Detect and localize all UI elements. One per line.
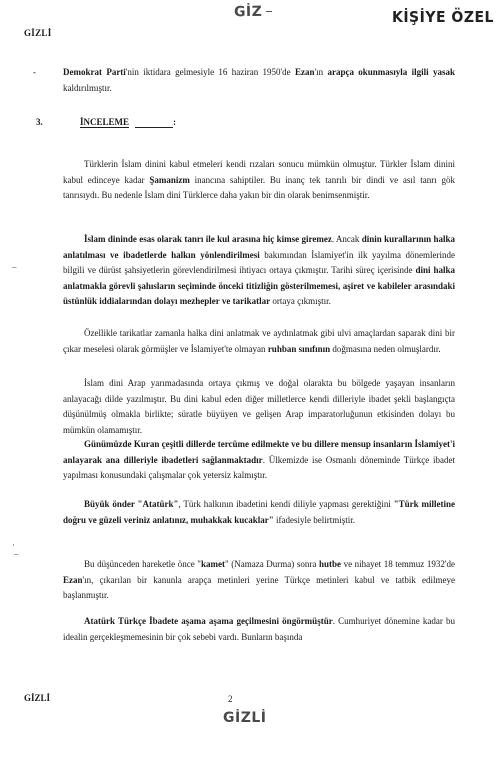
bold-text-run: ruhban sınıfının (267, 343, 331, 354)
body-paragraph (63, 557, 455, 604)
body-paragraph (63, 232, 455, 310)
section-colon: : (173, 117, 176, 127)
text-run: 'ın, çıkarılan bir kanunla arapça metinleri yerine Türkçe metinleri kabul ve tatbik edilmeye başlanmıştır. (63, 574, 455, 600)
stamp-top-mark (266, 11, 272, 12)
stamp-personal: KİŞİYE ÖZEL (392, 9, 494, 27)
margin-mark: – (12, 262, 17, 272)
body-paragraph (63, 376, 455, 438)
text-run: . Ülkemizde ise Osmanlı döneminde Türkçe ibadet yapılması konusundaki çalışmalar çok yetersiz kalmıştır. (63, 454, 455, 480)
section-title-underline (135, 127, 173, 128)
margin-mark: – (14, 549, 19, 559)
text-run: 'nin iktidara gelmesiyle 16 haziran 1950'de (125, 67, 295, 77)
margin-mark: · (12, 540, 15, 550)
text-run: İslam dini Arap yarımadasında ortaya çıkmış ve doğal olarakta bu bölgede yaşayan insanların anlayacağı dilde yazılmıştır. Bu dini kabul eden diğer milletlerce kendi dilleriyle ibadet şekli başlangıçta düşünülmüş olmakla birlikte; süratle büyüyen ve gelişen Arap imparatorluğunun etkisinden dolayı bu mümkün olamamıştır. (63, 378, 455, 435)
text-run: ve nihayet 18 temmuz 1932'de (340, 559, 456, 569)
bold-text-run: Büyük önder "Atatürk" (84, 499, 179, 509)
text-run: Bu düşünceden hareketle önce " (84, 559, 201, 569)
bold-text-run: Günümüzde Kuran çeşitli dillerde tercüme edilmekte ve bu dillere mensup insanların İslamiyet'i anlayarak ana dilleriyle ibadetleri sağlanmaktadır (63, 439, 455, 465)
bold-text-run: Şamanizm (149, 174, 190, 185)
text-run: bakımından İslamiyet'in ilk yayılma dönemlerinde bilgili ve dürüst şahsiyetlerin görevlendirilmesi ihtiyacı ortaya çıkmıştır. Tarihi süreç içerisinde (63, 249, 456, 275)
bold-text-run: kamet (200, 559, 225, 569)
bold-text-run: dini halka anlatmakla görevli şahısların seçiminde önceki titizliğin gösterilmemesi, aşiret ve kabileler arasındaki üstünlük iddialarından dolayı mezhepler ve tarikatlar (63, 265, 455, 306)
bold-text-run: dinin kurallarının halka anlatılması ve ibadetlerde halkın yönlendirilmesi (63, 234, 455, 260)
text-run: " (Namaza Durma) sonra (224, 559, 319, 569)
text-run: . Cumhuriyet dönemine kadar bu idealin gerçekleşmemesinin bir çok sebebi vardı. Bunların başında (63, 616, 456, 642)
bold-text-run: Ezan (63, 574, 83, 585)
bold-text-run: Demokrat Parti (63, 67, 126, 77)
text-run: ortaya çıkmıştır. (270, 296, 331, 306)
bold-text-run: İslam dininde esas olarak tanrı ile kul arasına hiç kimse giremez (84, 234, 332, 244)
intro-paragraph (33, 65, 455, 96)
bold-text-run: hutbe (318, 559, 341, 569)
stamp-bottom: GİZLİ (223, 710, 267, 726)
section-title: İNCELEME (80, 117, 130, 127)
body-paragraph (63, 497, 455, 528)
stamp-top: GİZ (233, 3, 263, 21)
text-run: Özellikle tarikatlar zamanla halka dini anlatmak ve aydınlatmak gibi ulvi amaçlardan saparak dini bir çıkar meselesi olarak görmüşler ve İslamiyet'te olmayan (63, 328, 455, 354)
bold-text-run: Atatürk Türkçe İbadete aşama aşama geçilmesini öngörmüştür (84, 616, 333, 626)
text-run: inancına sahiptiler. Bu inanç tek tanrılı bir dindi ve asıl tanrı gök tanrısıydı. Bu nedenle İslam dini Türklerce daha yakın bir din olarak benimsenmiştir. (63, 174, 455, 200)
body-paragraph (63, 437, 455, 484)
text-run: , Türk halkının ibadetini kendi diliyle yapması gerektiğini (178, 499, 394, 509)
body-paragraph (63, 326, 455, 357)
section-number: 3. (36, 117, 43, 127)
text-run: doğmasına neden olmuşlardır. (330, 343, 441, 354)
text-run: 'ın (314, 67, 328, 77)
text-run: ifadesiyle belirtmiştir. (273, 514, 356, 525)
text-run: Türklerin İslam dinini kabul etmeleri kendi rızaları sonucu mümkün olmuştur. Türkler İslam dinini kabul edinceye kadar (63, 159, 455, 185)
footer-classification: GİZLİ (24, 693, 51, 703)
bold-text-run: Ezan (295, 67, 315, 77)
intro-bullet: - (33, 67, 36, 77)
body-paragraph (63, 157, 455, 204)
intro-text (63, 67, 455, 93)
bold-text-run: "Türk milletine doğru ve güzeli veriniz anlatınız, muhakkak kucaklar" (63, 499, 455, 525)
text-run: kaldırılmıştır. (63, 82, 112, 93)
text-run: . Ancak (331, 234, 362, 244)
body-paragraph (63, 614, 455, 645)
bold-text-run: arapça okunmasıyla ilgili yasak (327, 67, 455, 77)
page-number: 2 (228, 694, 233, 704)
header-classification: GİZLİ (24, 28, 52, 38)
